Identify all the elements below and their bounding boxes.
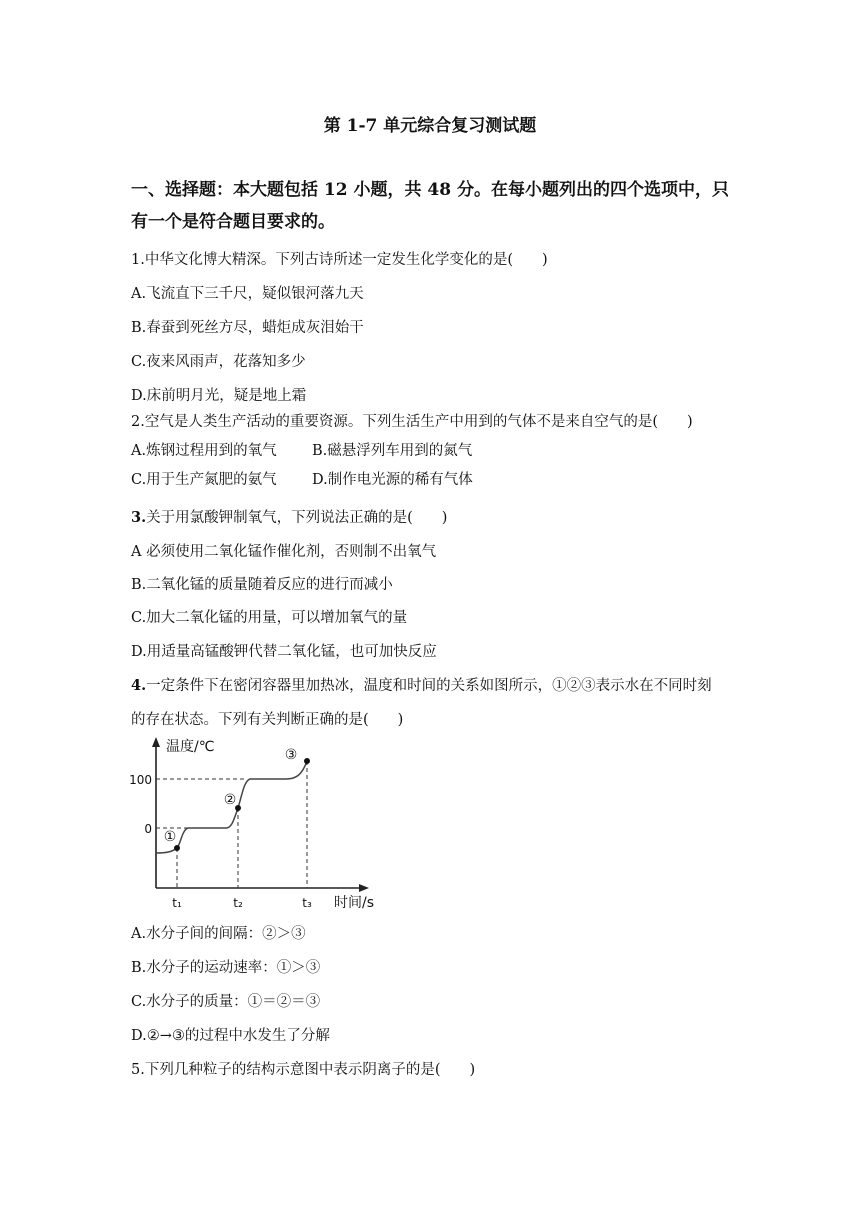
question-3-stem <box>131 506 447 527</box>
question-1-option-c: C.夜来风雨声，花落知多少 <box>131 354 306 370</box>
question-3-option-b: B.二氧化锰的质量随着反应的进行而减小 <box>131 577 393 593</box>
question-1-option-b: B.春蚕到死丝方尽，蜡炬成灰泪始干 <box>131 320 364 336</box>
question-4-text: 一定条件下在密闭容器里加热冰，温度和时间的关系如图所示，①②③表示水在不同时刻 <box>146 678 712 694</box>
point-3-label: ③ <box>284 747 298 763</box>
question-4-option-d: D.②→③的过程中水发生了分解 <box>131 1028 330 1044</box>
point-2-label: ② <box>223 792 237 808</box>
question-3-option-c: C.加大二氧化锰的用量，可以增加氧气的量 <box>131 610 408 626</box>
point-3 <box>304 758 310 764</box>
question-1-option-a: A.飞流直下三千尺，疑似银河落九天 <box>131 286 364 302</box>
y-axis-arrow <box>152 737 160 747</box>
question-2-stem: 2.空气是人类生产活动的重要资源。下列生活生产中用到的气体不是来自空气的是( ) <box>131 414 693 430</box>
question-4-option-b: B.水分子的运动速率：①＞③ <box>131 960 321 976</box>
temperature-time-figure <box>126 733 386 913</box>
x-tick-t3: t₃ <box>302 896 312 910</box>
x-tick-t2: t₂ <box>233 896 243 910</box>
question-2-option-c: C.用于生产氮肥的氨气 <box>131 472 277 488</box>
question-4-stem-line1 <box>131 674 712 695</box>
question-2-option-b: B.磁悬浮列车用到的氮气 <box>312 443 473 459</box>
question-4-option-c: C.水分子的质量：①＝②＝③ <box>131 994 321 1010</box>
question-5-stem: 5.下列几种粒子的结构示意图中表示阴离子的是( ) <box>131 1062 476 1078</box>
page-title: 第 1-7 单元综合复习测试题 <box>323 116 537 136</box>
question-2-option-d: D.制作电光源的稀有气体 <box>312 472 473 488</box>
y-tick-0: 0 <box>144 822 152 836</box>
point-1 <box>174 845 180 851</box>
question-1-stem: 1.中华文化博大精深。下列古诗所述一定发生化学变化的是( ) <box>131 252 548 268</box>
y-tick-100: 100 <box>129 773 152 787</box>
x-axis-arrow <box>359 884 369 892</box>
question-3-option-a: A 必须使用二氧化锰作催化剂，否则制不出氧气 <box>131 544 437 560</box>
question-4-option-a: A.水分子间的间隔：②＞③ <box>131 926 306 942</box>
x-tick-t1: t₁ <box>172 896 182 910</box>
question-4-stem-line2: 的存在状态。下列有关判断正确的是( ) <box>131 712 404 728</box>
x-axis-label: 时间/s <box>334 895 375 911</box>
question-3-option-d: D.用适量高锰酸钾代替二氧化锰，也可加快反应 <box>131 644 437 660</box>
point-1-label: ① <box>163 829 177 845</box>
question-1-option-d: D.床前明月光，疑是地上霜 <box>131 388 307 404</box>
question-4-number: 4. <box>131 677 147 694</box>
section-heading-line1: 一、选择题：本大题包括 12 小题，共 48 分。在每小题列出的四个选项中，只 <box>131 180 729 200</box>
section-heading-line2: 有一个是符合题目要求的。 <box>131 212 335 232</box>
y-axis-label: 温度/℃ <box>166 739 215 755</box>
question-2-option-a: A.炼钢过程用到的氧气 <box>131 443 277 459</box>
question-3-number: 3. <box>131 509 147 526</box>
question-3-text: 关于用氯酸钾制氧气，下列说法正确的是( ) <box>146 510 448 526</box>
